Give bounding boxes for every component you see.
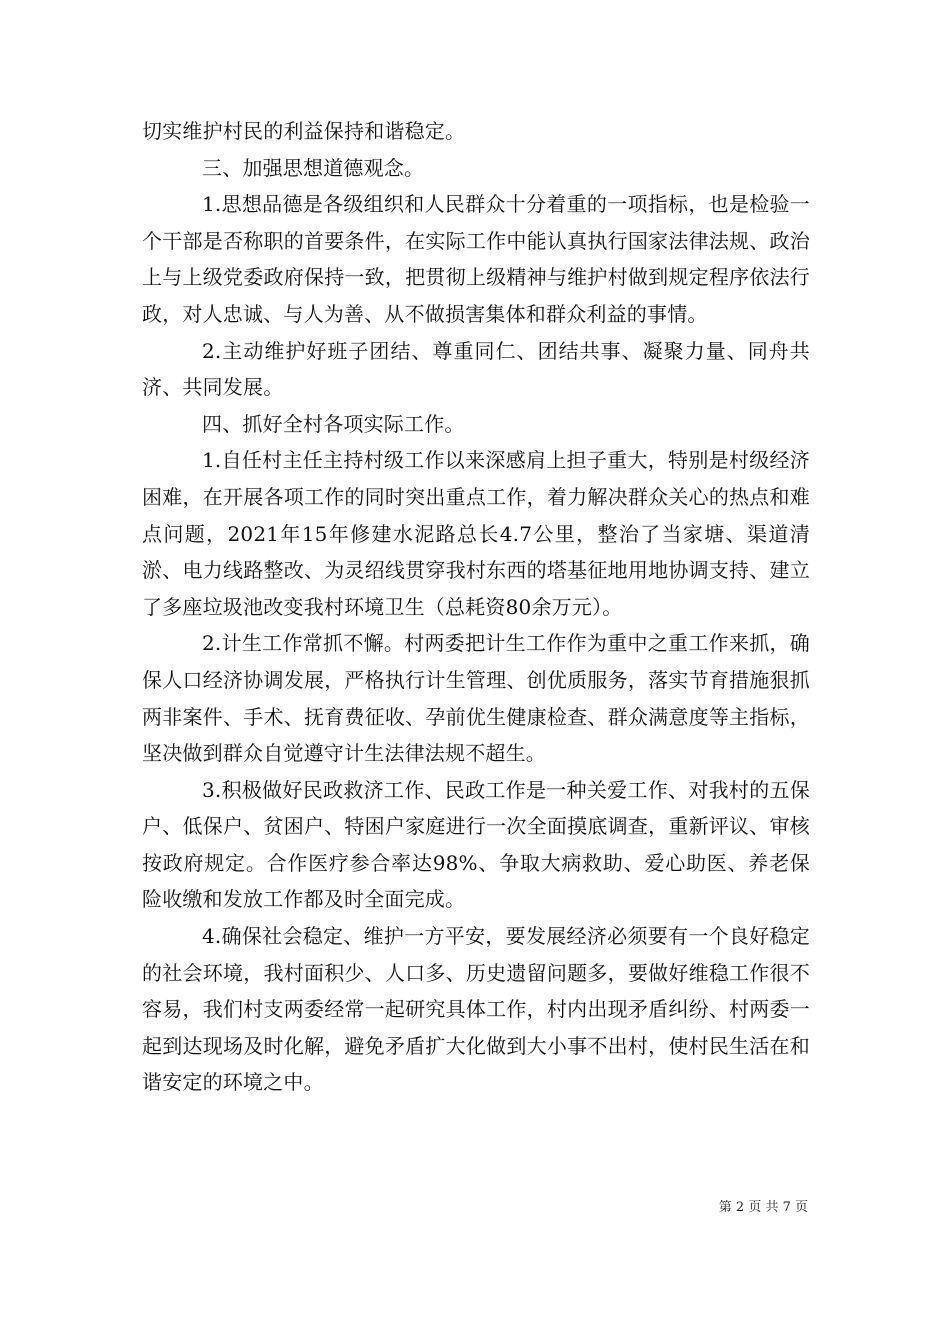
paragraph-item: 2.主动维护好班子团结、尊重同仁、团结共事、凝聚力量、同舟共济、共同发展。: [142, 338, 810, 400]
paragraph-continuation: 切实维护村民的利益保持和谐稳定。: [142, 119, 466, 143]
paragraph-item: 1.思想品德是各级组织和人民群众十分着重的一项指标，也是检验一个干部是否称职的首要条件，在实际工作中能认真执行国家法律法规、政治上与上级党委政府保持一致，把贯彻上级精神与维护村做到规定程序依法行政，对人忠诚、与人为善、从不做损害集体和群众利益的事情。: [142, 192, 810, 326]
paragraph-item: 4.确保社会稳定、维护一方平安，要发展经济必须要有一个良好稳定的社会环境，我村面积少、人口多、历史遗留问题多，要做好维稳工作很不容易，我们村支两委经常一起研究具体工作，村内出现矛盾纠纷、村两委一起到达现场及时化解，避免矛盾扩大化做到大小事不出村，使村民生活在和谐安定的环境之中。: [142, 924, 810, 1095]
paragraph-item: 3.积极做好民政救济工作、民政工作是一种关爱工作、对我村的五保户、低保户、贫困户、特困户家庭进行一次全面摸底调查，重新评议、审核按政府规定。合作医疗参合率达98%、争取大病救助、爱心助医、养老保险收缴和发放工作都及时全面完成。: [142, 777, 810, 912]
paragraph-item: 1.自任村主任主持村级工作以来深感肩上担子重大，特别是村级经济困难，在开展各项工作的同时突出重点工作，着力解决群众关心的热点和难点问题，2021年15年修建水泥路总长4.7公里，整治了当家塘、渠道清淤、电力线路整改、为灵绍线贯穿我村东西的塔基征地用地协调支持、建立了多座垃圾池改变我村环境卫生（总耗资80余万元）。: [142, 448, 810, 619]
page-number-footer: 第 2 页 共 7 页: [718, 1200, 808, 1215]
document-body: [142, 113, 810, 1101]
section-heading-three: 三、加强思想道德观念。: [202, 155, 425, 180]
paragraph-item: 2.计生工作常抓不懈。村两委把计生工作作为重中之重工作来抓，确保人口经济协调发展，严格执行计生管理、创优质服务，落实节育措施狠抓两非案件、手术、抚育费征收、孕前优生健康检查、群众满意度等主指标，坚决做到群众自觉遵守计生法律法规不超生。: [142, 631, 810, 766]
section-heading-four: 四、抓好全村各项实际工作。: [202, 411, 465, 436]
